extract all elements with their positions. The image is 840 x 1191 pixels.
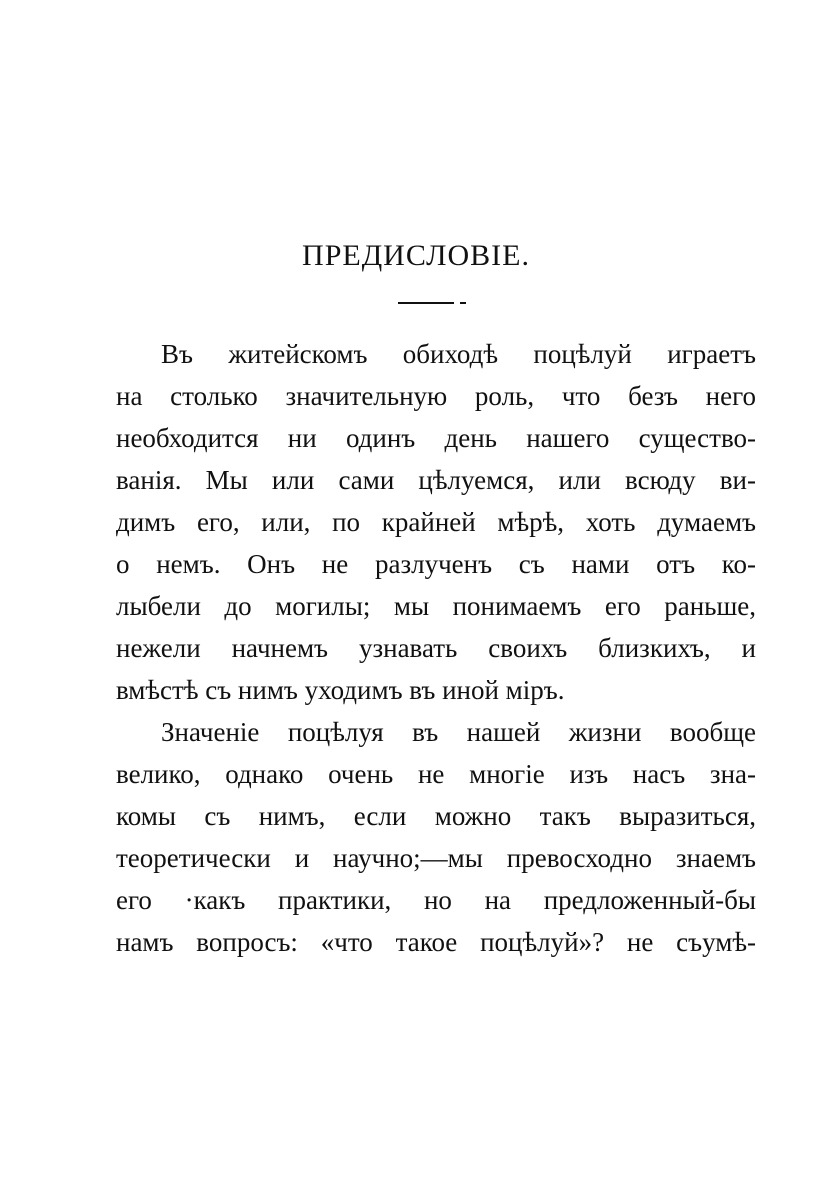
text-line: ванія. Мы или сами цѣлуемся, или всюду ви-: [116, 465, 756, 495]
text-line: его ·какъ практики, но на предложенный-бы: [116, 885, 756, 915]
text-line: намъ вопросъ: «что такое поцѣлуй»? не съумѣ-: [116, 927, 756, 957]
text-line: велико, однако очень не многіе изъ насъ зна-: [116, 759, 756, 789]
title-divider: [398, 302, 454, 304]
text-line: на столько значительную роль, что безъ него: [116, 381, 756, 411]
paragraph-2: [116, 711, 756, 963]
text-line: вмѣстѣ съ нимъ уходимъ въ иной міръ.: [116, 675, 565, 705]
text-line: теоретически и научно;—мы превосходно знаемъ: [116, 843, 756, 873]
text-line: Значеніе поцѣлуя въ нашей жизни вообще: [161, 717, 756, 747]
text-line: нежели начнемъ узнавать своихъ близкихъ, и: [116, 633, 756, 663]
paragraph-1: [116, 333, 756, 711]
text-line: димъ его, или, по крайней мѣрѣ, хоть думаемъ: [116, 507, 756, 537]
text-line: лыбели до могилы; мы понимаемъ его раньше,: [116, 591, 756, 621]
page-title: ПРЕДИСЛОВІЕ.: [302, 239, 530, 272]
text-line: необходится ни одинъ день нашего существо-: [116, 423, 756, 453]
title-divider-tick: [460, 302, 466, 304]
text-line: о немъ. Онъ не разлученъ съ нами отъ ко-: [116, 549, 756, 579]
text-body: [116, 333, 756, 963]
text-line: комы съ нимъ, если можно такъ выразиться,: [116, 801, 756, 831]
text-line: Въ житейскомъ обиходѣ поцѣлуй играетъ: [161, 339, 756, 369]
